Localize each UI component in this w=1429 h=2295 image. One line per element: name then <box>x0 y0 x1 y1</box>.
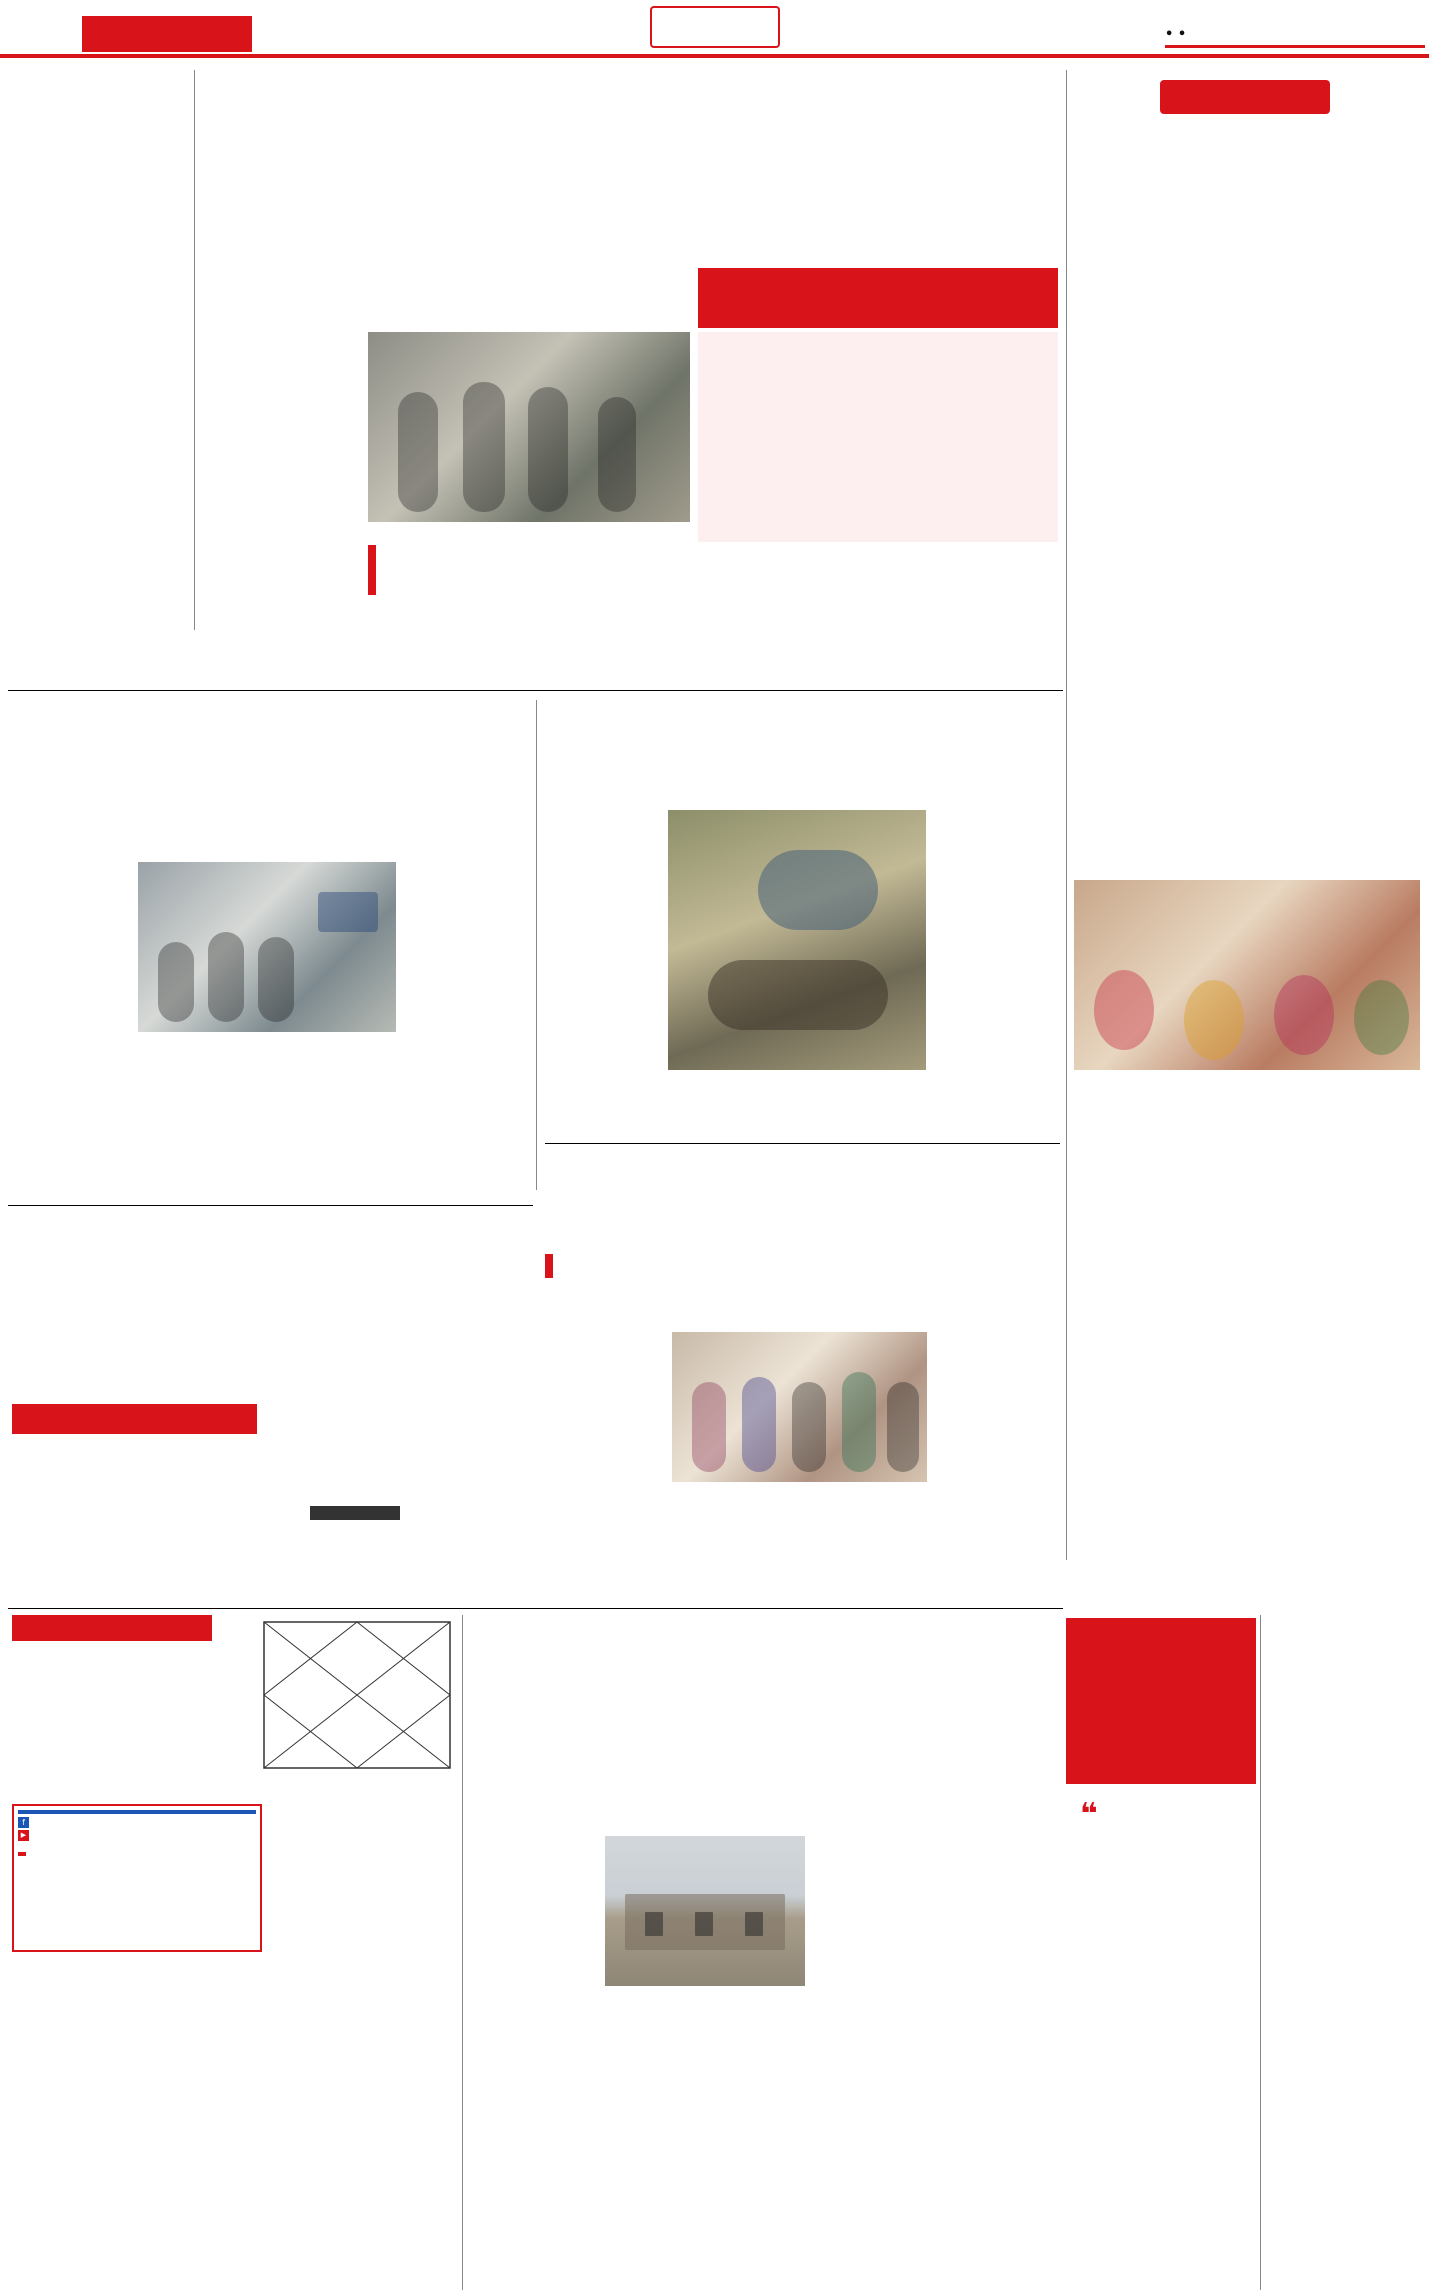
kundli-promo <box>12 1804 457 1952</box>
kundli-promo-box <box>12 1804 262 1952</box>
paper-name <box>82 16 252 52</box>
main-col1 <box>200 265 360 685</box>
community-headline <box>470 1616 1065 1766</box>
quick-read-2-body <box>1074 402 1420 592</box>
main-right-col1 <box>698 548 873 685</box>
hospital-col1 <box>545 808 663 1138</box>
divider <box>536 700 537 1190</box>
quick-read-4-caption <box>1074 1072 1420 1088</box>
main-col2 <box>368 265 523 330</box>
nagradhish-col1 <box>10 808 130 1198</box>
quote-icon: ❝ <box>1080 1800 1098 1832</box>
facebook-icon: f <box>18 1817 29 1828</box>
community-side-box <box>1066 1618 1256 1784</box>
divider <box>1066 70 1067 1560</box>
divider <box>8 1205 533 1206</box>
rashifal-signs-side <box>268 1804 457 1952</box>
hospital-photo <box>668 810 926 1070</box>
wards-box-body <box>698 332 1058 542</box>
community-col4 <box>944 1790 1066 1950</box>
quick-read-4-title <box>1074 852 1420 876</box>
sudoku-title <box>12 1404 257 1434</box>
nagradhish-bottom2 <box>270 1050 395 1200</box>
dps-body <box>1268 1732 1423 2287</box>
divider <box>545 1143 1060 1144</box>
main-photo <box>368 332 690 522</box>
masthead <box>0 0 1429 66</box>
sudoku-rules <box>310 1404 400 1504</box>
rashifal-tithi <box>12 1662 252 1692</box>
youtube-icon: ▶ <box>18 1830 29 1841</box>
bus-col2 <box>672 1284 927 1328</box>
quick-read-3-body <box>1074 648 1420 848</box>
rashifal-signs <box>12 1798 457 2288</box>
nagradhish-photo <box>138 862 396 1032</box>
nagradhish-bottom1 <box>138 1050 263 1200</box>
quick-read-4-body <box>1074 1092 1420 1332</box>
divider <box>8 690 1063 691</box>
main-photo-caption <box>368 524 690 540</box>
kundli-time <box>18 1852 26 1856</box>
community-col2 <box>605 1772 805 1832</box>
sudoku-answer-title <box>310 1506 400 1520</box>
community-col3 <box>812 1772 937 2287</box>
bus-headline <box>545 1150 1057 1250</box>
quick-read-3-title <box>1074 598 1420 644</box>
community-col1 <box>470 1772 598 2287</box>
hospital-col2 <box>933 808 1058 1138</box>
sudoku-answer-grid <box>310 1522 400 1602</box>
main-right-col2 <box>880 548 1058 685</box>
main-col3 <box>530 265 685 305</box>
bus-bottom1 <box>672 1502 862 1582</box>
wards-box-title <box>698 268 1058 328</box>
community-photo <box>605 1836 805 1986</box>
community-quote <box>1080 1800 1240 1960</box>
divider <box>8 1608 1063 1609</box>
quick-read-1-body <box>1074 168 1420 348</box>
section-title <box>650 6 780 48</box>
hospital-bottom <box>668 1104 926 1138</box>
community-photo-caption <box>605 1990 805 2004</box>
hospital-photo-caption <box>668 1072 926 1100</box>
nagradhish-headline <box>10 700 530 800</box>
quick-read-label <box>1160 80 1330 114</box>
nagradhish-col-mid <box>270 808 395 858</box>
rashifal-title <box>12 1615 212 1641</box>
nasha-story <box>8 70 188 630</box>
main-subheadline <box>368 545 690 595</box>
bus-strap <box>545 1254 1057 1278</box>
bus-photo-caption <box>672 1484 927 1498</box>
main-col3-subhead <box>530 306 685 326</box>
rashifal-planets <box>12 1696 257 1752</box>
nagradhish-photo-caption <box>138 1034 396 1048</box>
quick-read-2-title <box>1074 352 1420 398</box>
bus-bottom2 <box>868 1502 1058 1582</box>
priti-headline <box>10 1212 530 1302</box>
bus-col3 <box>933 1284 1058 1499</box>
nagradhish-col2 <box>138 808 263 858</box>
priti-col4 <box>406 1305 531 1585</box>
divider <box>194 70 195 630</box>
dps-headline <box>1268 1618 1423 1728</box>
main-lower-col1 <box>368 600 523 685</box>
main-lower-col2 <box>530 600 690 685</box>
divider <box>462 1615 463 2290</box>
astrologer-line <box>262 1772 457 1796</box>
quick-read-1-title <box>1074 118 1420 164</box>
priti-col2 <box>142 1305 267 1400</box>
kundli-chart <box>262 1620 452 1770</box>
nagradhish-col3 <box>402 808 530 1043</box>
bus-photo <box>672 1332 927 1482</box>
bus-col1 <box>545 1284 665 1584</box>
hospital-headline <box>545 700 1057 800</box>
masthead-rule <box>0 54 1429 58</box>
priti-col1 <box>10 1305 135 1395</box>
kundli-promo-heading <box>18 1810 256 1814</box>
main-headline <box>200 72 1050 262</box>
rashifal-date <box>12 1644 252 1660</box>
divider <box>1260 1615 1261 2290</box>
date-strip: • • <box>1165 22 1425 48</box>
quick-read-4-photo <box>1074 880 1420 1070</box>
